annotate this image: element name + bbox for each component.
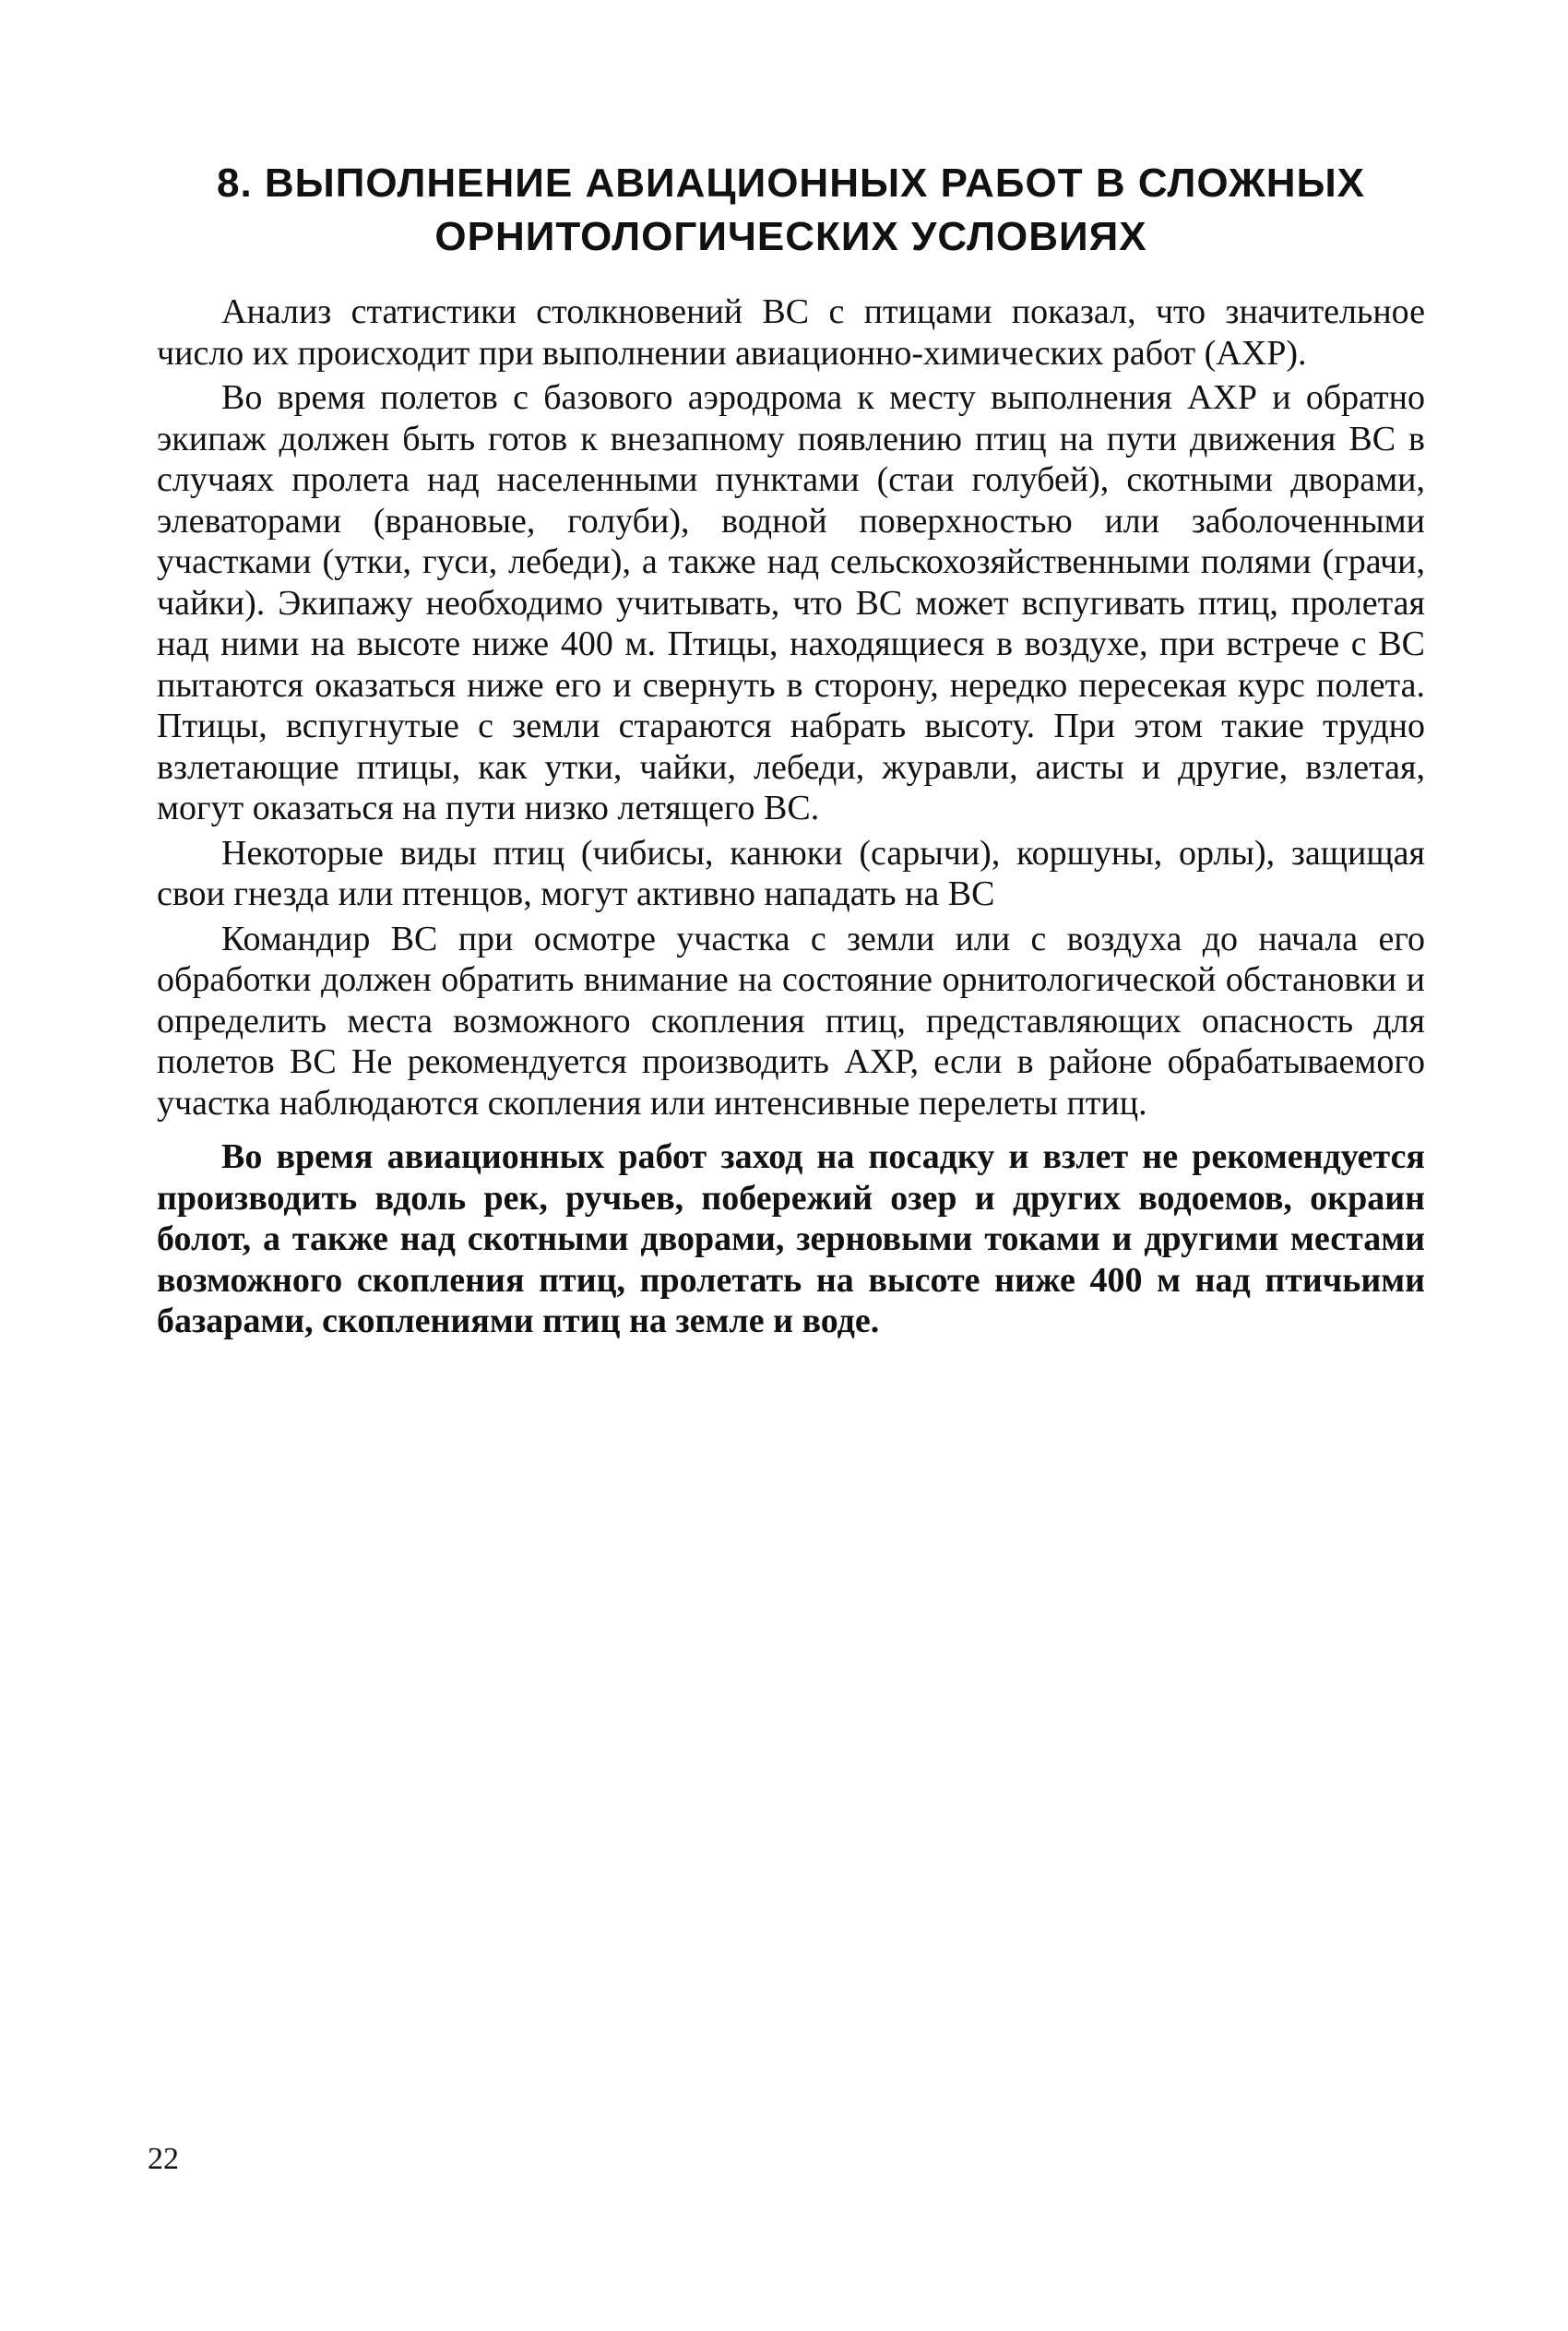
paragraph-commander-inspection: Командир ВС при осмотре участка с земли или с воздуха до начала его обработки должен обратить внимание на состояние орнитологической обстановки и определить места возможного скопления птиц, представляющих опасность для полетов ВС Не рекомендуется производить АХР, если в районе обрабатываемого участка наблюдаются скопления или интенсивные перелеты птиц. (157, 919, 1425, 1123)
section-heading (157, 157, 1425, 264)
heading-line-1: 8. ВЫПОЛНЕНИЕ АВИАЦИОННЫХ РАБОТ В СЛОЖНЫХ (216, 161, 1365, 206)
paragraph-statistics: Анализ статистики столкновений ВС с птицами показал, что значительное число их происходит при выполнении авиационно-химических работ (АХР). (157, 292, 1425, 373)
document-page (157, 157, 1425, 1342)
page-number: 22 (148, 2142, 179, 2176)
paragraph-recommendations: Во время авиационных работ заход на посадку и взлет не рекомендуется производить вдоль рек, ручьев, побережий озер и других водоемов, окраин болот, а также над скотными дворами, зерновыми токами и другими местами возможного скопления птиц, пролетать на высоте ниже 400 м над птичьими базарами, скоплениями птиц на земле и воде. (157, 1137, 1425, 1340)
heading-line-2: ОРНИТОЛОГИЧЕСКИХ УСЛОВИЯХ (434, 214, 1147, 259)
paragraph-flight-to-site: Во время полетов с базового аэродрома к месту выполнения АХР и обратно экипаж должен быть готов к внезапному появлению птиц на пути движения ВС в случаях пролета над населенными пунктами (стаи голубей), скотными дворами, элеваторами (врановые, голуби), водной поверхностью или заболоченными участками (утки, гуси, лебеди), а также над сельскохозяйственными полями (грачи, чайки). Экипажу необходимо учитывать, что ВС может вспугивать птиц, пролетая над ними на высоте ниже 400 м. Птицы, находящиеся в воздухе, при встрече с ВС пытаются оказаться ниже его и свернуть в сторону, нередко пересекая курс полета. Птицы, вспугнутые с земли стараются набрать высоту. При этом такие трудно взлетающие птицы, как утки, чайки, лебеди, журавли, аисты и другие, взлетая, могут оказаться на пути низко летящего ВС. (157, 378, 1425, 827)
paragraph-aggressive-birds: Некоторые виды птиц (чибисы, канюки (сарычи), коршуны, орлы), защищая свои гнезда или птенцов, могут активно нападать на ВС (157, 833, 1425, 913)
